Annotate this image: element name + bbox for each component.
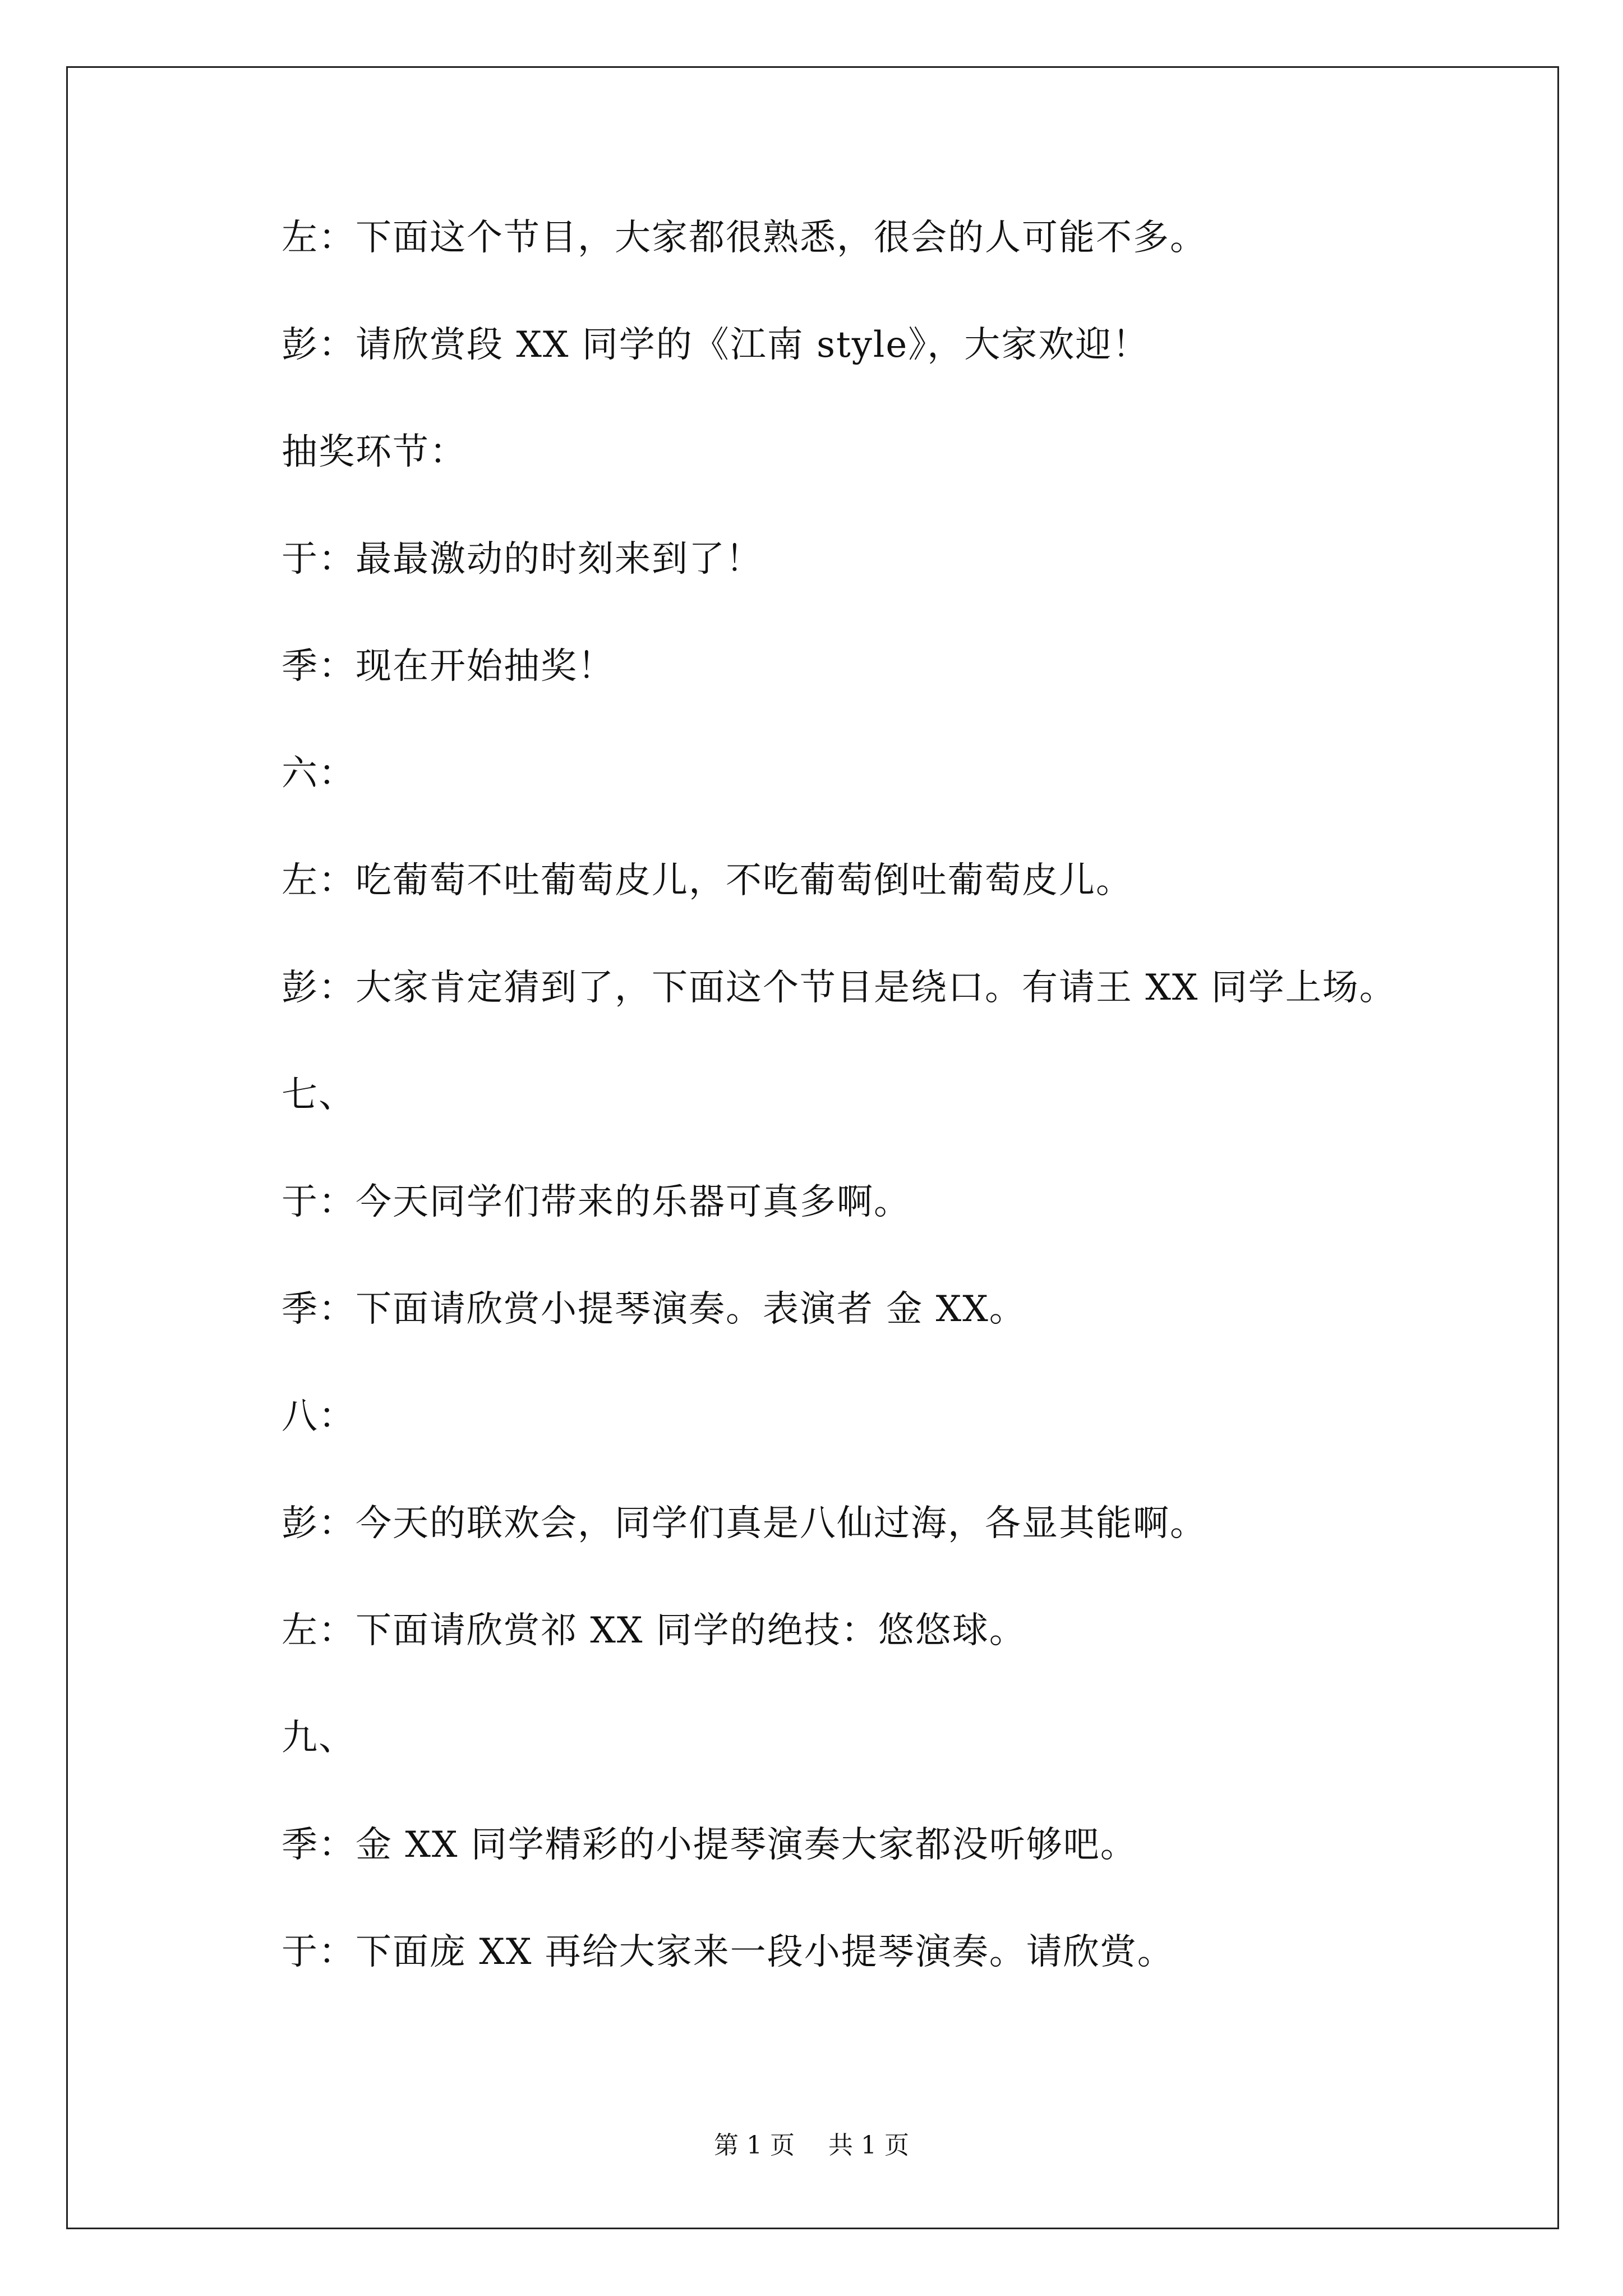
text-line: 抽奖环节： — [282, 431, 467, 473]
text-line: 八： — [282, 1396, 356, 1437]
text-line: 彭：请欣赏段 XX 同学的《江南 style》，大家欢迎！ — [282, 324, 1150, 366]
text-line: 季：现在开始抽奖！ — [282, 646, 615, 687]
page-total: 共 1 页 — [828, 2131, 909, 2160]
text-line: 左：下面请欣赏祁 XX 同学的绝技：悠悠球。 — [282, 1610, 1026, 1651]
document-body — [282, 217, 1487, 2041]
text-line: 九、 — [282, 1717, 356, 1759]
text-line: 左：吃葡萄不吐葡萄皮儿，不吃葡萄倒吐葡萄皮儿。 — [282, 860, 1133, 901]
page-footer — [0, 2132, 1623, 2160]
page-number: 第 1 页 — [714, 2131, 795, 2160]
text-line: 左：下面这个节目，大家都很熟悉，很会的人可能不多。 — [282, 217, 1207, 259]
text-line: 于：下面庞 XX 再给大家来一段小提琴演奏。请欣赏。 — [282, 1931, 1174, 1973]
text-line: 于：最最激动的时刻来到了！ — [282, 539, 763, 580]
text-line: 六： — [282, 753, 356, 794]
text-line: 彭：今天的联欢会，同学们真是八仙过海，各显其能啊。 — [282, 1503, 1207, 1544]
text-line: 于：今天同学们带来的乐器可真多啊。 — [282, 1181, 911, 1223]
text-line: 季：下面请欣赏小提琴演奏。表演者 金 XX。 — [282, 1289, 1026, 1330]
text-line: 季：金 XX 同学精彩的小提琴演奏大家都没听够吧。 — [282, 1824, 1137, 1866]
text-line: 彭：大家肯定猜到了，下面这个节目是绕口。有请王 XX 同学上场。 — [282, 967, 1396, 1009]
text-line: 七、 — [282, 1074, 356, 1116]
